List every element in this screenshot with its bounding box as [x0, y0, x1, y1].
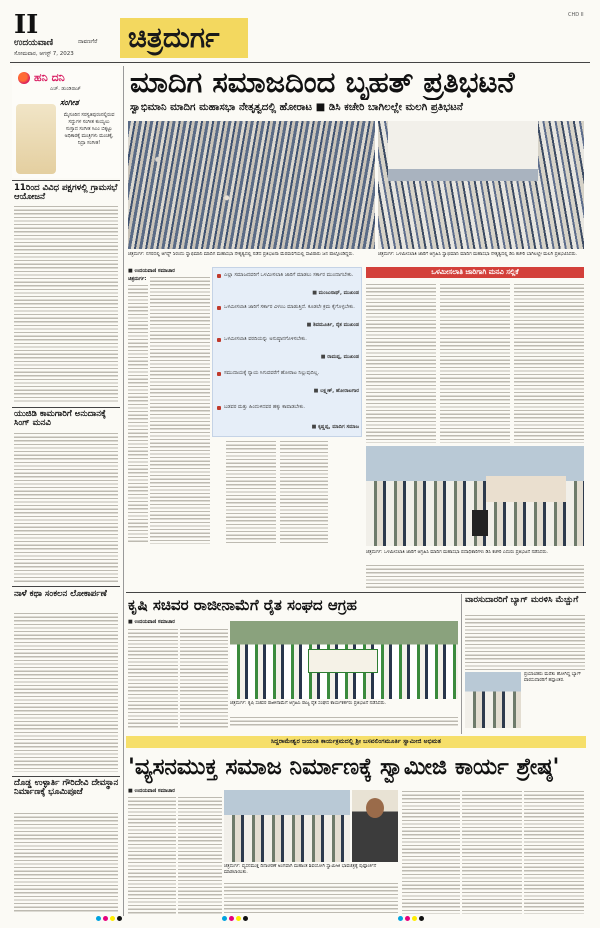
lead-byline: ■ ಉದಯವಾಣಿ ಸಮಾಚಾರ — [128, 268, 175, 274]
bottom-body-col6 — [524, 790, 584, 914]
left-headline-4: ದೊಡ್ಡ ಉಳ್ಳಾರ್ತಿ ಗೌರಿದೇವಿ ದೇವಸ್ಥಾನ ನಿರ್ಮಾಣಕ್ಕೆ ಭೂಮಿಪೂಜೆ — [14, 778, 119, 797]
hani-dani-logo-icon — [18, 72, 30, 84]
portrait-face — [366, 798, 384, 818]
bottom-photo-2 — [352, 790, 398, 862]
left-divider-3 — [12, 586, 120, 587]
quote-bullet-icon — [217, 406, 221, 410]
left-headline-1: 11ರಿಂದ ವಿವಿಧ ಪಕ್ಷಗಳಲ್ಲಿ ಗ್ರಾಮಸಭೆ ಆಯೋಜನೆ — [14, 183, 118, 202]
right-story-divider — [461, 594, 462, 734]
farmers-photo-caption: ಚಿತ್ರದುರ್ಗ: ಕೃಷಿ ಸಚಿವರ ರಾಜೀನಾಮೆಗೆ ಆಗ್ರಹಿಸಿ ರಾಜ್ಯ ರೈತ ಸಂಘದ ಕಾರ್ಯಕರ್ತರು ಪ್ರತಿಭಟನೆ ನಡೆಸಿದರು. — [230, 701, 387, 706]
farmers-body-col3 — [230, 716, 458, 728]
obc-photo — [366, 446, 584, 546]
registration-dot-icon — [398, 916, 403, 921]
quote-4-author: ■ ಲಕ್ಷ್ಮಣ್, ಹೋರಾಟಗಾರ — [313, 388, 359, 394]
quote-3-text: ಒಳಮೀಸಲಾತಿ ವರದಿಯನ್ನು ಅನುಷ್ಠಾನಗೊಳಿಸಬೇಕು. — [224, 336, 307, 342]
left-divider-1 — [12, 180, 120, 181]
bottom-headline: 'ವ್ಯಸನಮುಕ್ತ ಸಮಾಜ ನಿರ್ಮಾಣಕ್ಕೆ ಸ್ವಾಮೀಜಿ ಕಾರ್ಯ ಶ್ರೇಷ್ಠ' — [128, 754, 560, 780]
registration-dot-icon — [419, 916, 424, 921]
obc-body-col1 — [366, 283, 436, 443]
farmers-body-col1 — [128, 628, 178, 728]
lead-subheadline: ಸ್ವಾಭಿಮಾನಿ ಮಾದಿಗ ಮಹಾಸಭಾ ನೇತೃತ್ವದಲ್ಲಿ ಹೋರಾಟ ■ ಡಿಸಿ ಕಚೇರಿ ಬಾಗಿಲಲ್ಲೇ ಮಲಗಿ ಪ್ರತಿಭಟನೆ — [130, 102, 463, 113]
registration-dot-icon — [110, 916, 115, 921]
section-title: ಚಿತ್ರದುರ್ಗ — [128, 21, 220, 54]
left-story-3-body — [14, 612, 118, 772]
left-headline-2: ಯುಜಿಡಿ ಕಾಮಗಾರಿಗೆ ಅನುದಾನಕ್ಕೆ ಸಿಂಗ್ ಮನವಿ — [14, 409, 106, 428]
bottom-body-col5 — [462, 790, 522, 914]
masthead-divider — [10, 62, 590, 63]
farmers-body-col2 — [180, 628, 228, 728]
farmers-photo — [230, 621, 458, 699]
lead-headline: ಮಾದಿಗ ಸಮಾಜದಿಂದ ಬೃಹತ್ ಪ್ರತಿಭಟನೆ — [130, 65, 515, 99]
quote-bullet-icon — [217, 372, 221, 376]
farmers-byline: ■ ಉದಯವಾಣಿ ಸಮಾಚಾರ — [128, 619, 175, 625]
lead-body-col0 — [128, 284, 148, 544]
bottom-body-col1 — [128, 796, 176, 914]
lead-body-col1 — [150, 276, 210, 544]
bottom-photo-1 — [224, 790, 350, 862]
hani-dani-title: ಹನಿ ದನಿ — [34, 71, 65, 84]
page-number: II — [14, 10, 39, 40]
registration-dot-icon — [243, 916, 248, 921]
hani-dani-box — [12, 66, 120, 178]
office-building — [388, 121, 538, 181]
right-story-photo-caption: ಪ್ರಯಾಣಿಕರು ಮರೆತು ಹೋಗಿದ್ದ ಬ್ಯಾಗ್ ವಾರಸುದಾರರಿಗೆ ಹಸ್ತಾಂತರ. — [524, 672, 582, 683]
registration-dot-icon — [236, 916, 241, 921]
bottom-photo-caption: ಚಿತ್ರದುರ್ಗ: ವ್ಯಸನಮುಕ್ತ ದಿನಾಚರಣೆ ಅಂಗವಾಗಿ ಮಹಾಂತ ಶಿವಯೋಗಿ ಸ್ವಾಮೀಜಿ ಭಾವಚಿತ್ರಕ್ಕೆ ಪುಷ್ಪಾರ್ಚನೆ ಮಾಡಲಾಯಿತು. — [224, 864, 377, 875]
speaker-box-in-photo — [472, 510, 488, 536]
bottom-byline: ■ ಉದಯವಾಣಿ ಸಮಾಚಾರ — [128, 788, 175, 794]
left-story-2-body — [14, 432, 118, 582]
quote-4-text: ಸಮುದಾಯಕ್ಕೆ ನ್ಯಾಯ ಸಿಗುವವರೆಗೆ ಹೋರಾಟ ನಿಲ್ಲುವುದಿಲ್ಲ. — [224, 370, 320, 376]
quote-2-author: ■ ಶಿವಮೂರ್ತಿ, ರೈತ ಮುಖಂಡ — [306, 322, 359, 328]
obc-headline: ಒಳಮೀಸಲಾತಿ ಜಾರಿಗಾಗಿ ಮನವಿ ಸಲ್ಲಿಕೆ — [431, 268, 519, 276]
lead-photo2-caption: ಚಿತ್ರದುರ್ಗ: ಒಳಮೀಸಲಾತಿ ಜಾರಿಗೆ ಆಗ್ರಹಿಸಿ ಸ್ವಾಭಿಮಾನಿ ಮಾದಿಗ ಮಹಾಸಭಾ ನೇತೃತ್ವದಲ್ಲಿ ಡಿಸಿ ಕಚೇರಿ ಬಾಗಿಲಲ್ಲೇ ಮಲಗಿ ಪ್ರತಿಭಟಿಸಿದರು. — [378, 252, 578, 257]
left-story-4-body — [14, 812, 118, 912]
bottom-kicker: ಸಿದ್ದರಾಮೇಶ್ವರ ಜಯಂತಿ ಕಾರ್ಯಕ್ರಮದಲ್ಲಿ ಶ್ರೀ ಬಸವಲಿಂಗಮೂರ್ತಿ ಸ್ವಾಮೀಜಿ ಅಭಿಮತ — [270, 738, 442, 745]
lead-photo1-caption: ಚಿತ್ರದುರ್ಗ: ನಗರದಲ್ಲಿ ಆಗಸ್ಟ್ 5ರಂದು ಸ್ವಾಭಿಮಾನಿ ಮಾದಿಗ ಮಹಾಸಭಾ ನೇತೃತ್ವದಲ್ಲಿ ನಡೆದ ಪ್ರತಿಭಟನಾ ಮೆರವಣಿಗೆಯಲ್ಲಿ ಸಾವಿರಾರು ಜನ ಪಾಲ್ಗೊಂಡಿದ್ದರು. — [128, 252, 354, 257]
obc-continued — [366, 564, 584, 588]
edition-name: ದಾವಣಗೆರೆ — [78, 39, 98, 45]
registration-dot-icon — [412, 916, 417, 921]
obc-body-col3 — [514, 283, 584, 443]
hani-dani-author: ಎಚ್. ಡುಂಡಿರಾಜ್ — [50, 86, 81, 92]
paper-name: ಉದಯವಾಣಿ — [14, 38, 54, 48]
hani-dani-illustration — [16, 104, 56, 174]
column-divider — [123, 66, 124, 916]
left-divider-4 — [12, 776, 120, 777]
left-divider-2 — [12, 407, 120, 408]
farmers-headline: ಕೃಷಿ ಸಚಿವರ ರಾಜೀನಾಮೆಗೆ ರೈತ ಸಂಘದ ಆಗ್ರಹ — [128, 596, 357, 614]
quote-3-author: ■ ರಾಮಪ್ಪ, ಮುಖಂಡ — [320, 354, 359, 360]
right-story-headline: ವಾರಸುದಾರರಿಗೆ ಬ್ಯಾಗ್ ಮರಳಿಸಿ ಮೆಚ್ಚುಗೆ — [465, 595, 579, 605]
masthead — [0, 0, 600, 62]
lead-photo-crowd — [128, 121, 375, 249]
poem-text: ಮೈಸೂರಿನ ಸರಸ್ವತಿಪುರಂನಲ್ಲಿರುವ ಸದ್ದುಗಳ ಸಂಗೀತ ಕುಯ್ಯಲು ಸುಸ್ತಾದ ಸಂಗೀತ ಸಿಎಂ ಬಿಕ್ಕಟ್ಟು ಅಧಿಕಾರಕ್ಕೆ ಮಂತ್ರಿಗಳು ಮಂಚಕ್ಕೆ, ನಿದ್ರಾ ಸಂಗೀತ! — [63, 113, 115, 146]
registration-dot-icon — [229, 916, 234, 921]
left-headline-3: ನಾಳೆ ಕಥಾ ಸಂಕಲನ ಲೋಕಾರ್ಪಣೆ — [14, 589, 107, 599]
quote-1-author: ■ ಮಂಜುನಾಥ್, ಮುಖಂಡ — [312, 290, 359, 296]
registration-dot-icon — [117, 916, 122, 921]
poem-title: ಸಂಗೀತ — [60, 98, 79, 107]
left-story-1-body — [14, 205, 118, 403]
farmers-divider — [126, 592, 586, 593]
quote-bullet-icon — [217, 274, 221, 278]
lead-body-col2 — [226, 440, 276, 544]
farmers-banner-in-photo — [308, 649, 378, 673]
right-story-body — [465, 614, 585, 670]
corner-code: CHD II — [568, 12, 584, 18]
obc-photo-caption: ಚಿತ್ರದುರ್ಗ: ಒಳಮೀಸಲಾತಿ ಜಾರಿಗೆ ಆಗ್ರಹಿಸಿ ಮಾದಿಗ ಮಹಾಸಭಾ ಪದಾಧಿಕಾರಿಗಳು ಡಿಸಿ ಕಚೇರಿ ಎದುರು ಪ್ರತಿಭಟನೆ ನಡೆಸಿದರು. — [366, 550, 548, 555]
obc-body-col2 — [440, 283, 510, 443]
registration-dot-icon — [103, 916, 108, 921]
quote-bullet-icon — [217, 306, 221, 310]
lead-photo-office — [378, 121, 584, 249]
quote-5-author: ■ ಕೃಷ್ಣಪ್ಪ, ಮಾದಿಗ ಸಮಾಜ — [311, 424, 359, 430]
right-story-photo — [465, 672, 521, 728]
bottom-body-col4 — [402, 790, 460, 914]
registration-dot-icon — [405, 916, 410, 921]
quote-5-text: ಬಡವರ ಮತ್ತು ಹಿಂದುಳಿದವರ ಹಕ್ಕು ಕಾಪಾಡಬೇಕು. — [224, 404, 305, 410]
bottom-body-col3 — [224, 882, 398, 914]
quote-1-text: ಎಲ್ಲಾ ಸಮಾಜದವರಿಗೆ ಒಳಮೀಸಲಾತಿ ಜಾರಿಗೆ ಮಾಡಲು ಸರ್ಕಾರ ಮುಂದಾಗಬೇಕು. — [224, 272, 354, 278]
lead-dateline: ಚಿತ್ರದುರ್ಗ: — [128, 276, 147, 282]
registration-dot-icon — [222, 916, 227, 921]
issue-date: ಸೋಮವಾರ, ಆಗಸ್ಟ್ 7, 2023 — [14, 51, 74, 57]
bottom-body-col2 — [178, 796, 222, 914]
quotes-box — [212, 267, 362, 437]
registration-dot-icon — [96, 916, 101, 921]
lead-body-col3 — [280, 440, 328, 544]
quote-bullet-icon — [217, 338, 221, 342]
banner-in-photo — [486, 476, 566, 502]
quote-2-text: ಒಳಮೀಸಲಾತಿ ಜಾರಿಗೆ ಸರ್ಕಾರ ವಿಳಂಬ ಮಾಡುತ್ತಿದೆ. ಕೂಡಲೇ ಕ್ರಮ ಕೈಗೊಳ್ಳಬೇಕು. — [224, 304, 355, 310]
